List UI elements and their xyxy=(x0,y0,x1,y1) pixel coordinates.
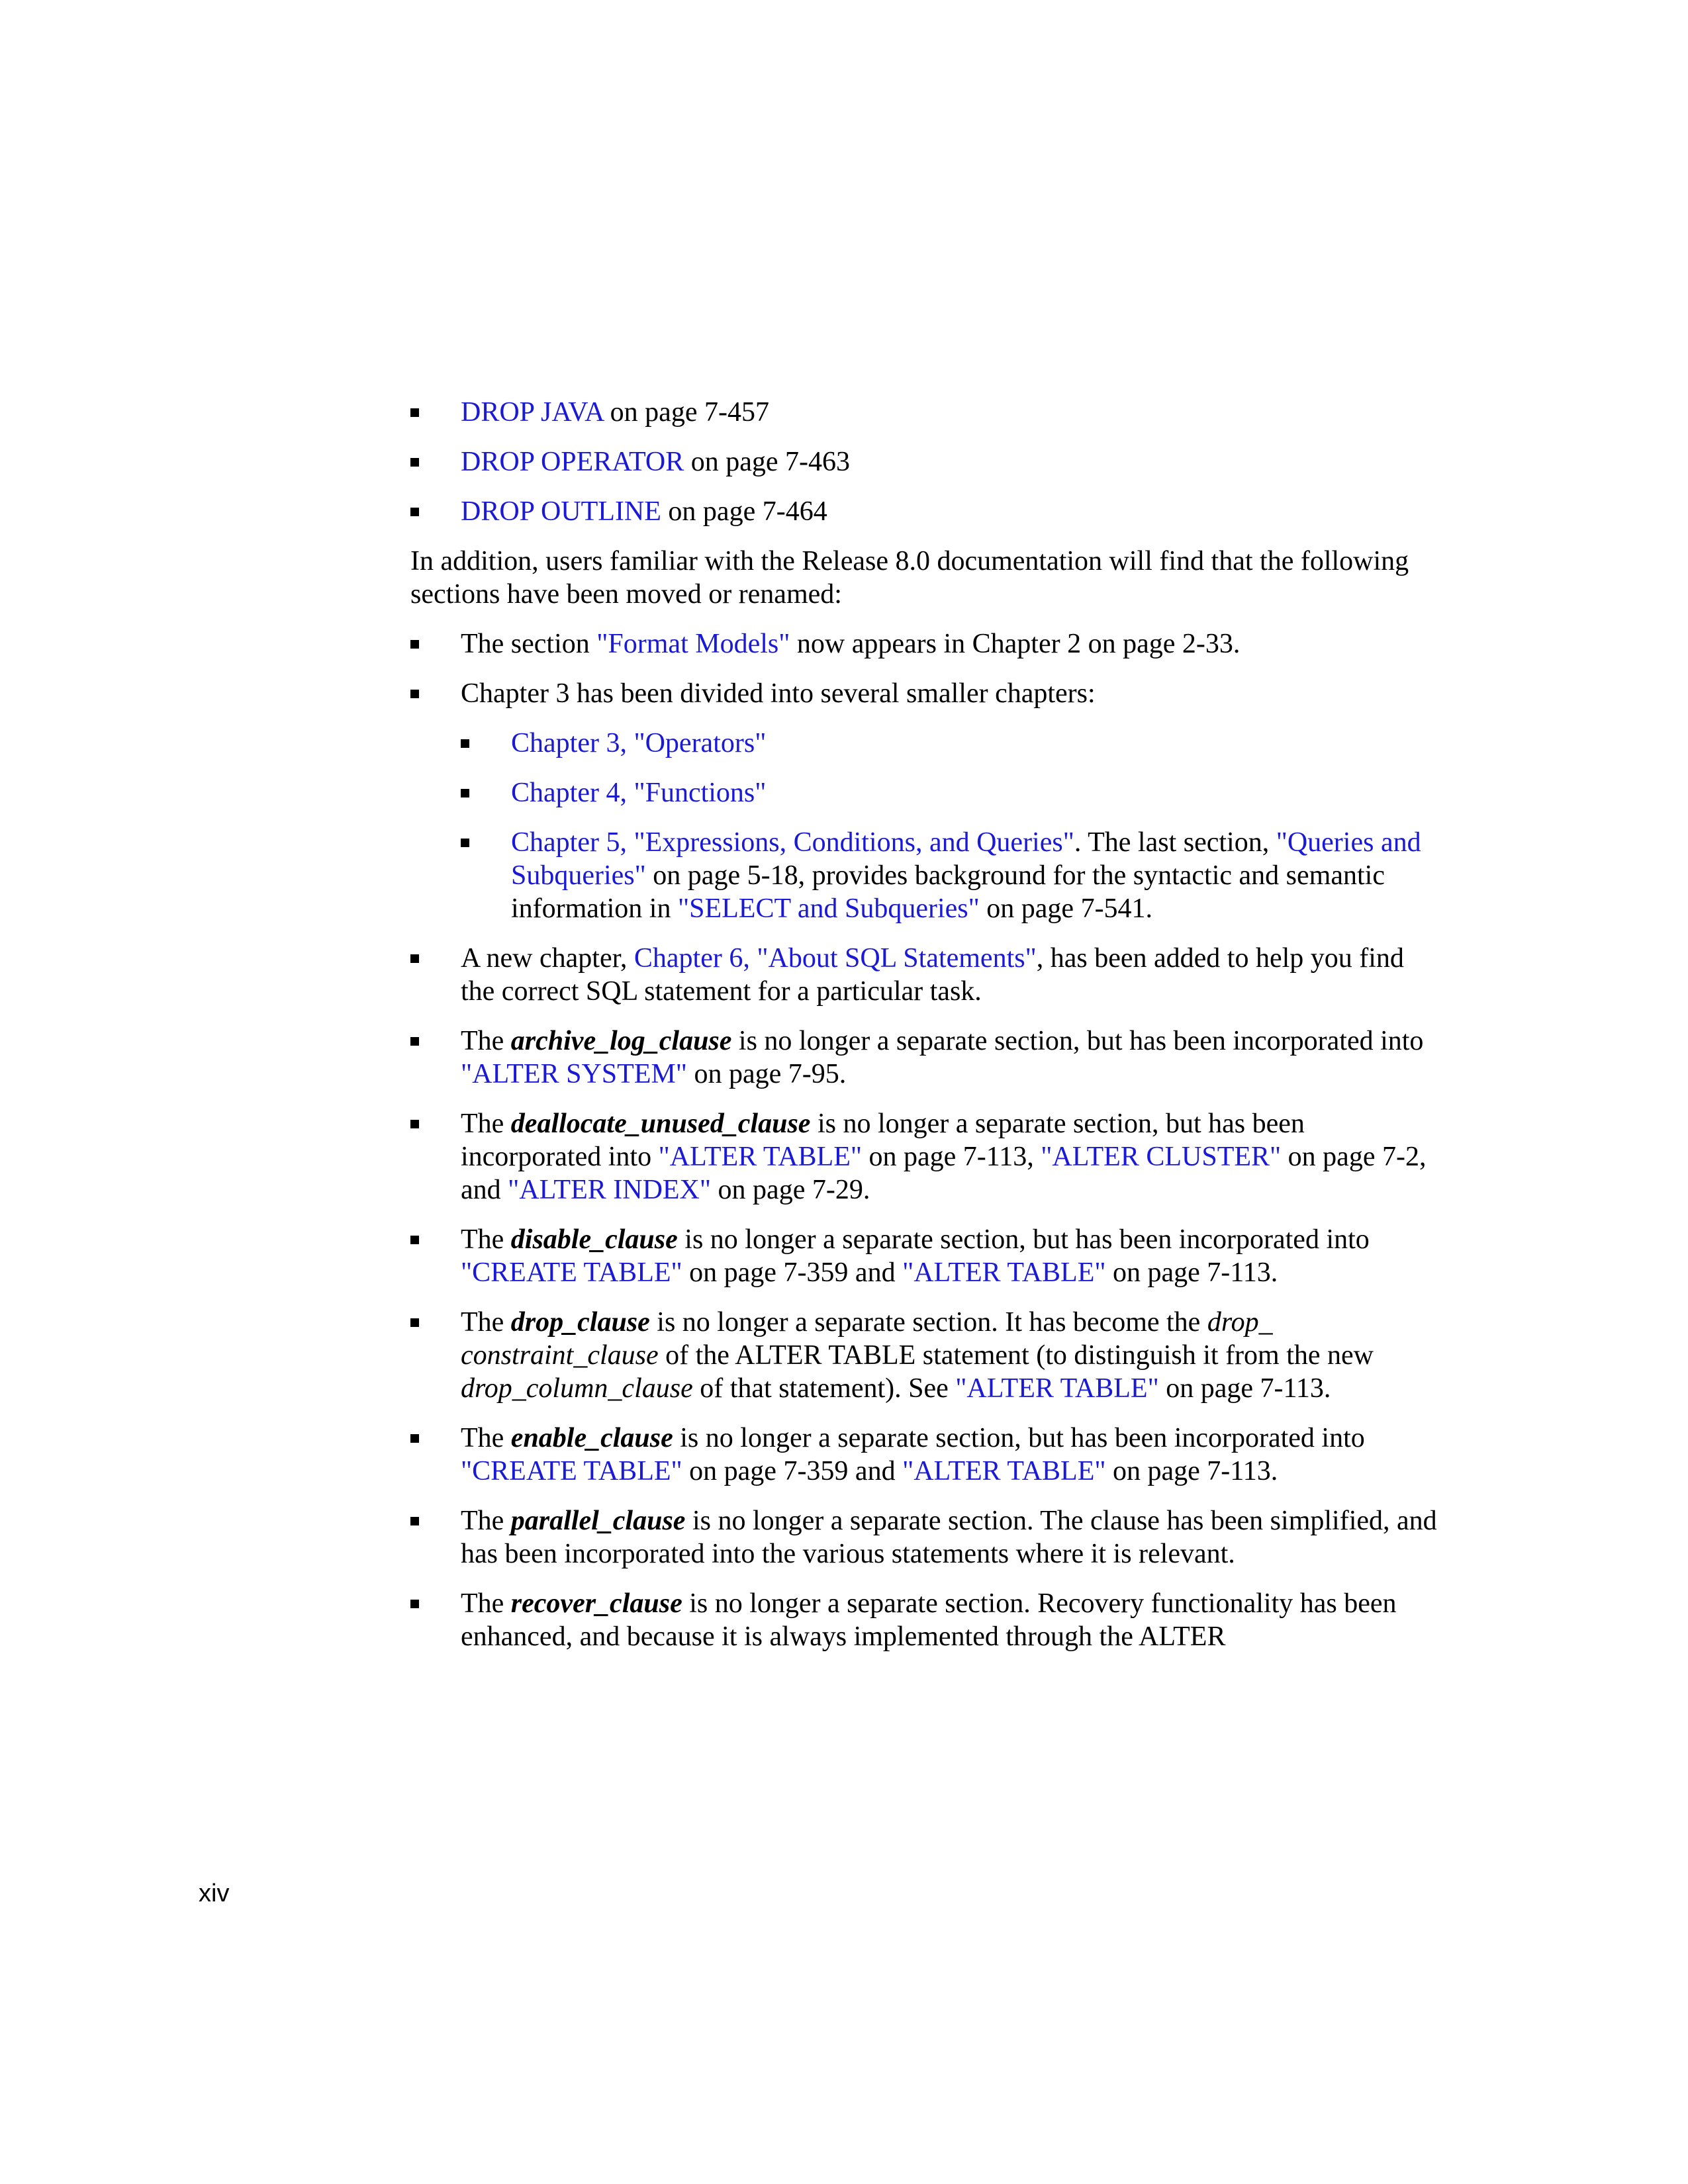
list-item-text: on page 7-359 and xyxy=(682,1257,903,1288)
link-alter-table[interactable]: "ALTER TABLE" xyxy=(902,1456,1106,1486)
bullet-icon xyxy=(461,789,469,797)
list-item-disable-clause xyxy=(410,1223,1443,1289)
bullet-icon xyxy=(410,458,419,467)
link-chapter4-functions[interactable]: Chapter 4, "Functions" xyxy=(511,778,767,808)
link-select-and-subqueries[interactable]: "SELECT and Subqueries" xyxy=(677,893,980,924)
link-chapter5-expressions[interactable]: Chapter 5, "Expressions, Conditions, and Queries" xyxy=(511,827,1074,858)
list-item-text: is no longer a separate section. Recovery functionality has been enhanced, and because it is always implemented through the ALTER xyxy=(461,1588,1397,1652)
clause-name: archive_log_clause xyxy=(510,1026,732,1056)
list-item-recover-clause xyxy=(410,1587,1443,1653)
list-item-text: on page 7-464 xyxy=(661,496,827,527)
list-item-text: of the ALTER TABLE statement (to distinguish it from the new xyxy=(658,1340,1374,1371)
list-item-deallocate-unused-clause xyxy=(410,1107,1443,1206)
link-alter-table[interactable]: "ALTER TABLE" xyxy=(902,1257,1106,1288)
list-item-text: on page 7-113, xyxy=(862,1142,1041,1172)
link-alter-table[interactable]: "ALTER TABLE" xyxy=(955,1373,1159,1404)
list-item-archive-log-clause xyxy=(410,1024,1443,1091)
link-format-models[interactable]: "Format Models" xyxy=(596,629,790,659)
clause-name: deallocate_unused_clause xyxy=(510,1109,811,1139)
clause-name: drop_clause xyxy=(510,1307,650,1338)
list-item-text: The xyxy=(461,1506,511,1536)
list-item-text: The xyxy=(461,1026,511,1056)
clause-name: recover_clause xyxy=(510,1588,682,1619)
list-item-text: on page 7-457 xyxy=(603,397,769,428)
sublist-item-chapter4 xyxy=(410,776,1443,809)
bullet-icon xyxy=(461,739,469,748)
list-item-format-models xyxy=(410,627,1443,660)
list-item-text: on page 7-2, and xyxy=(461,1142,1427,1205)
list-item-text: on page 7-29. xyxy=(711,1175,870,1205)
link-alter-cluster[interactable]: "ALTER CLUSTER" xyxy=(1041,1142,1282,1172)
clause-name: enable_clause xyxy=(510,1423,673,1453)
list-item-parallel-clause xyxy=(410,1504,1443,1570)
list-item-text: is no longer a separate section, but has been incorporated into xyxy=(677,1224,1370,1255)
list-item-text: , has been added to help you find the correct SQL statement for a particular task. xyxy=(461,943,1404,1007)
link-chapter3-operators[interactable]: Chapter 3, "Operators" xyxy=(511,728,767,758)
list-item-text: The xyxy=(461,1307,511,1338)
bullet-icon xyxy=(410,1434,419,1443)
list-item-text: is no longer a separate section, but has been incorporated into xyxy=(731,1026,1424,1056)
clause-name: parallel_clause xyxy=(510,1506,686,1536)
bullet-icon xyxy=(410,1600,419,1608)
list-item-chapter6 xyxy=(410,942,1443,1008)
link-drop-outline[interactable]: DROP OUTLINE xyxy=(461,496,661,527)
intro-paragraph: In addition, users familiar with the Release 8.0 documentation will find that the following sections have been moved or renamed: xyxy=(410,546,1409,610)
list-item-text: on page 5-18, provides background for the syntactic and semantic information in xyxy=(511,860,1385,924)
bullet-icon xyxy=(410,690,419,698)
clause-reference: drop_column_clause xyxy=(461,1373,693,1404)
bullet-icon xyxy=(410,1120,419,1128)
list-item-text: on page 7-95. xyxy=(686,1059,847,1089)
list-item-drop-operator xyxy=(410,445,1443,478)
list-item-drop-java xyxy=(410,396,1443,429)
sublist-item-chapter3 xyxy=(410,727,1443,760)
bullet-icon xyxy=(410,640,419,649)
bullet-icon xyxy=(410,954,419,963)
clause-name: disable_clause xyxy=(510,1224,678,1255)
list-item-text: A new chapter, xyxy=(461,943,634,974)
link-alter-index[interactable]: "ALTER INDEX" xyxy=(508,1175,712,1205)
link-alter-table[interactable]: "ALTER TABLE" xyxy=(658,1142,863,1172)
bullet-icon xyxy=(410,508,419,516)
list-item-enable-clause xyxy=(410,1422,1443,1488)
list-item-text: now appears in Chapter 2 on page 2-33. xyxy=(790,629,1241,659)
link-drop-java[interactable]: DROP JAVA xyxy=(461,397,604,428)
list-item-text: on page 7-359 and xyxy=(682,1456,903,1486)
sublist-item-chapter5 xyxy=(410,826,1443,925)
bullet-icon xyxy=(461,839,469,847)
link-create-table[interactable]: "CREATE TABLE" xyxy=(461,1456,682,1486)
list-item-text: is no longer a separate section. It has become the xyxy=(649,1307,1207,1338)
document-body xyxy=(410,396,1443,1670)
list-item-text: . The last section, xyxy=(1074,827,1276,858)
list-item-text: is no longer a separate section, but has been incorporated into xyxy=(461,1109,1305,1172)
link-alter-system[interactable]: "ALTER SYSTEM" xyxy=(461,1059,687,1089)
bullet-icon xyxy=(410,1236,419,1244)
list-item-text: on page 7-113. xyxy=(1105,1456,1278,1486)
list-item-chapter3-divided xyxy=(410,677,1443,710)
bullet-icon xyxy=(410,1318,419,1327)
list-item-text: Chapter 3 has been divided into several smaller chapters: xyxy=(461,678,1096,709)
list-item-text: The xyxy=(461,1224,511,1255)
list-item-text: of that statement). See xyxy=(692,1373,956,1404)
link-queries-and-subqueries[interactable]: "Queries and Subqueries" xyxy=(511,827,1421,891)
list-item-text: is no longer a separate section, but has been incorporated into xyxy=(673,1423,1365,1453)
list-item-text: The xyxy=(461,1109,511,1139)
bullet-icon xyxy=(410,408,419,417)
bullet-icon xyxy=(410,1517,419,1525)
list-item-text: on page 7-541. xyxy=(979,893,1153,924)
list-item-text: on page 7-113. xyxy=(1158,1373,1331,1404)
list-item-text: The section xyxy=(461,629,597,659)
page-number: xiv xyxy=(199,1880,230,1907)
list-item-text: The xyxy=(461,1423,511,1453)
link-drop-operator[interactable]: DROP OPERATOR xyxy=(461,447,684,477)
clause-reference: drop_ constraint_clause xyxy=(461,1307,1273,1371)
bullet-icon xyxy=(410,1037,419,1046)
list-item-text: The xyxy=(461,1588,511,1619)
link-chapter6-about-sql[interactable]: Chapter 6, "About SQL Statements" xyxy=(633,943,1037,974)
link-create-table[interactable]: "CREATE TABLE" xyxy=(461,1257,682,1288)
list-item-text: on page 7-113. xyxy=(1105,1257,1278,1288)
list-item-drop-outline xyxy=(410,495,1443,528)
list-item-drop-clause xyxy=(410,1306,1443,1405)
list-item-text: on page 7-463 xyxy=(684,447,851,477)
list-item-text: is no longer a separate section. The clause has been simplified, and has been incorporated into the various statements where it is relevant. xyxy=(461,1506,1437,1569)
